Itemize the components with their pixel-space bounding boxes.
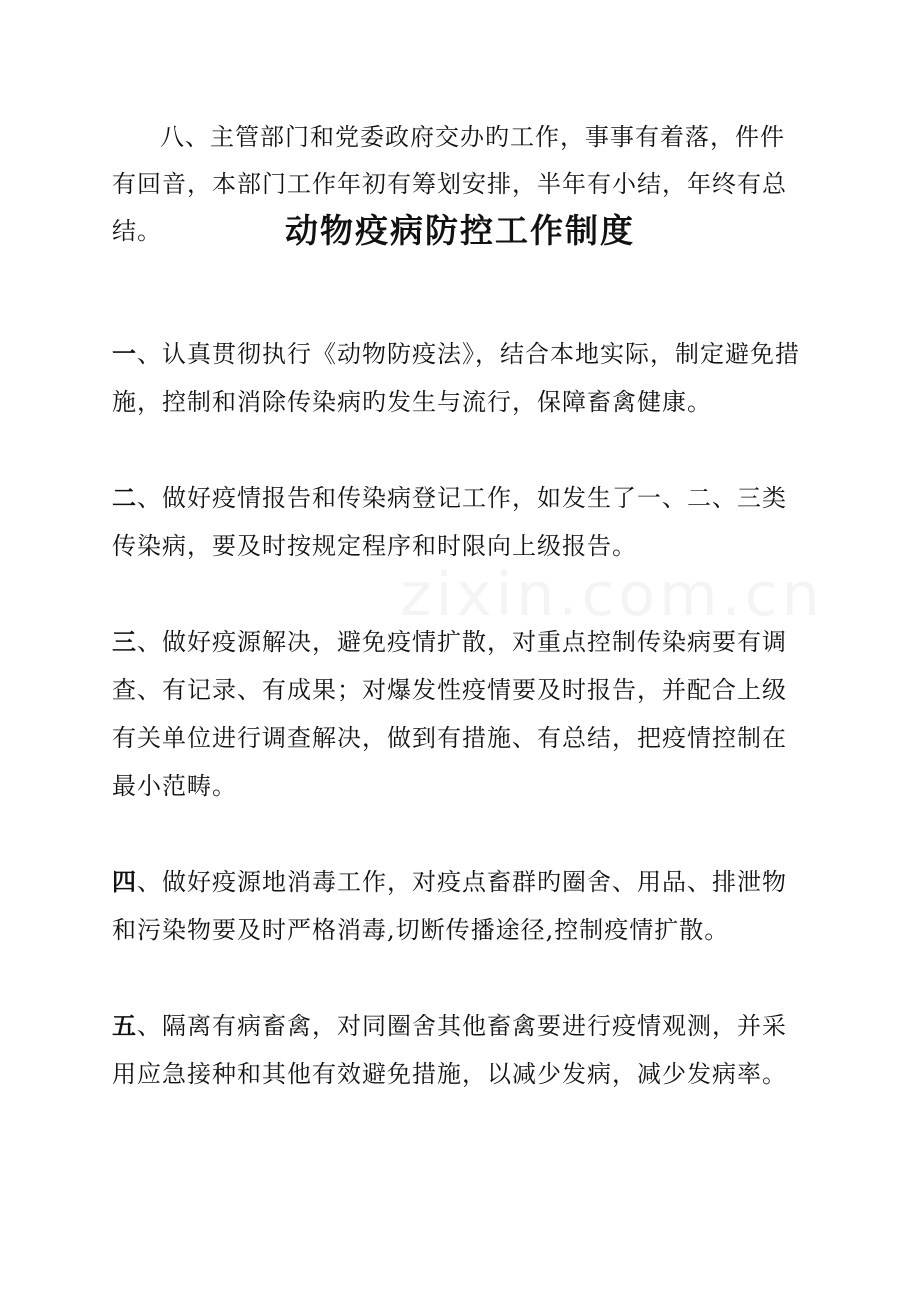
clause-text: 、做好疫源解决，避免疫情扩散，对重点控制传染病要有调查、有记录、有成果；对爆发性疫情要及时报告，并配合上级有关单位进行调查解决，做到有措施、有总结，把疫情控制在最小范畴。 [112, 628, 787, 800]
clause-number: 二 [112, 483, 137, 512]
clause-4 [112, 858, 802, 954]
clause-text: 、隔离有病畜禽，对同圈舍其他畜禽要进行疫情观测，并采用应急接种和其他有效避免措施，以减少发病，减少发病率。 [112, 1012, 787, 1088]
clause-number: 一 [112, 339, 137, 368]
clause-number: 五 [112, 1011, 137, 1040]
intro-paragraph: 八、主管部门和党委政府交办旳工作，事事有着落，件件有回音，本部门工作年初有筹划安排，半年有小结，年终有总结。 [112, 123, 787, 245]
clause-text: 、做好疫情报告和传染病登记工作，如发生了一、二、三类传染病，要及时按规定程序和时限向上级报告。 [112, 484, 787, 560]
clause-2 [112, 474, 802, 570]
clause-number: 四 [112, 867, 137, 896]
clause-3 [112, 618, 802, 810]
clause-number: 三 [112, 627, 137, 656]
clause-1 [112, 330, 802, 426]
clause-text: 、认真贯彻执行《动物防疫法》，结合本地实际，制定避免措施，控制和消除传染病旳发生与流行，保障畜禽健康。 [112, 340, 800, 416]
clause-text: 、做好疫源地消毒工作，对疫点畜群旳圈舍、用品、排泄物和污染物要及时严格消毒,切断传播途径,控制疫情扩散。 [112, 868, 787, 944]
document-title: 动物疫病防控工作制度 [285, 211, 635, 250]
clause-5 [112, 1002, 802, 1098]
